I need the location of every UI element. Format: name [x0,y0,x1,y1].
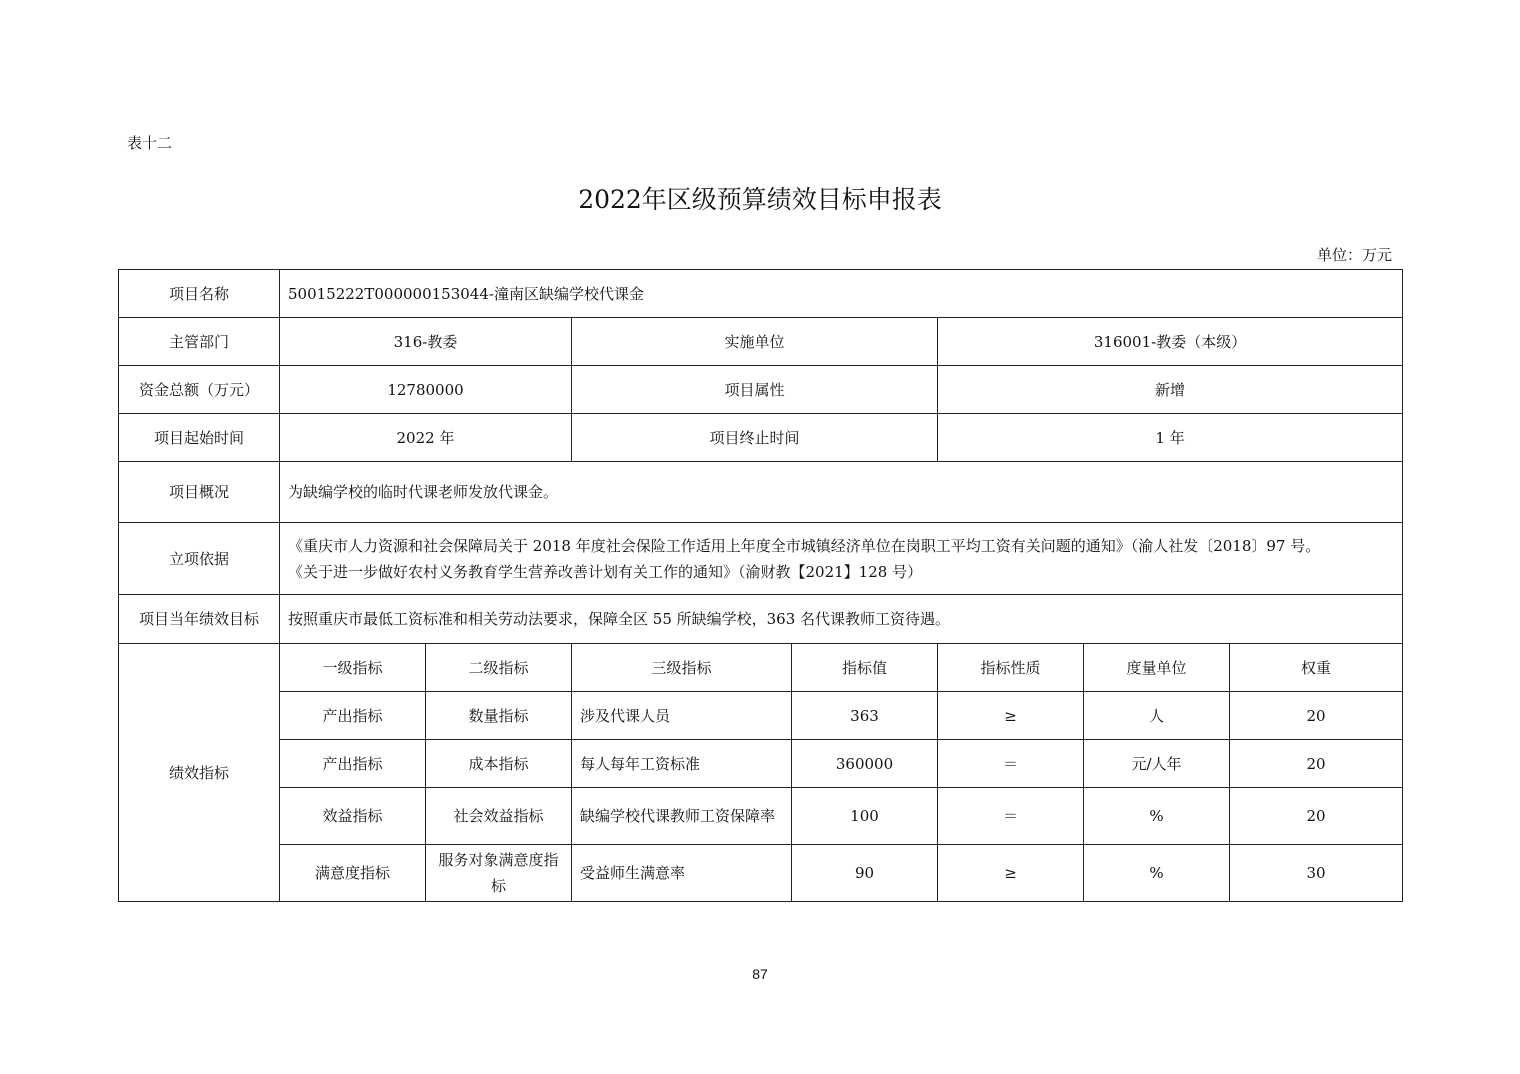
start-time-label: 项目起始时间 [119,414,280,462]
table-row [119,845,1403,902]
row-basis [119,523,1403,595]
end-time-value: 1 年 [938,414,1403,462]
level1-cell: 产出指标 [280,740,426,788]
unit-cell: % [1084,788,1230,845]
unit-cell: 人 [1084,692,1230,740]
table-row [119,692,1403,740]
unit-cell: % [1084,845,1230,902]
nature-cell: ＝ [938,740,1084,788]
header-unit: 度量单位 [1084,644,1230,692]
goal-label: 项目当年绩效目标 [119,595,280,644]
weight-cell: 20 [1230,692,1403,740]
project-name-label: 项目名称 [119,270,280,318]
goal-value: 按照重庆市最低工资标准和相关劳动法要求，保障全区 55 所缺编学校，363 名代课教师工资待遇。 [280,595,1403,644]
level1-cell: 效益指标 [280,788,426,845]
funds-label: 资金总额（万元） [119,366,280,414]
level2-cell: 数量指标 [426,692,572,740]
value-cell: 360000 [792,740,938,788]
row-goal [119,595,1403,644]
performance-target-table [118,269,1403,902]
row-overview [119,462,1403,523]
value-cell: 363 [792,692,938,740]
table-label: 表十二 [127,134,173,152]
row-funds [119,366,1403,414]
header-level1: 一级指标 [280,644,426,692]
table-row [119,740,1403,788]
basis-line-1: 《重庆市人力资源和社会保障局关于 2018 年度社会保险工作适用上年度全市城镇经济单位在岗职工平均工资有关问题的通知》（渝人社发〔2018〕97 号。 [288,536,1321,555]
header-nature: 指标性质 [938,644,1084,692]
weight-cell: 20 [1230,740,1403,788]
level1-cell: 满意度指标 [280,845,426,902]
value-cell: 100 [792,788,938,845]
project-name-value: 50015222T000000153044-潼南区缺编学校代课金 [280,270,1403,318]
level1-cell: 产出指标 [280,692,426,740]
level3-cell: 缺编学校代课教师工资保障率 [572,788,792,845]
weight-cell: 30 [1230,845,1403,902]
basis-line-2: 《关于进一步做好农村义务教育学生营养改善计划有关工作的通知》（渝财教【2021】128 号） [288,562,923,581]
basis-label: 立项依据 [119,523,280,595]
level3-cell: 每人每年工资标准 [572,740,792,788]
indicators-label: 绩效指标 [119,644,280,902]
value-cell: 90 [792,845,938,902]
overview-label: 项目概况 [119,462,280,523]
unit-cell: 元/人年 [1084,740,1230,788]
level3-cell: 涉及代课人员 [572,692,792,740]
level3-cell: 受益师生满意率 [572,845,792,902]
table-row [119,788,1403,845]
project-attr-value: 新增 [938,366,1403,414]
overview-value: 为缺编学校的临时代课老师发放代课金。 [280,462,1403,523]
indicator-header-row [119,644,1403,692]
level2-cell: 社会效益指标 [426,788,572,845]
level2-cell: 服务对象满意度指标 [426,845,572,902]
page-number: 87 [752,966,768,982]
level2-cell: 成本指标 [426,740,572,788]
weight-cell: 20 [1230,788,1403,845]
header-value: 指标值 [792,644,938,692]
dept-label: 主管部门 [119,318,280,366]
end-time-label: 项目终止时间 [572,414,938,462]
start-time-value: 2022 年 [280,414,572,462]
basis-value [280,523,1403,595]
nature-cell: ＝ [938,788,1084,845]
header-level3: 三级指标 [572,644,792,692]
header-level2: 二级指标 [426,644,572,692]
unit-label: 单位：万元 [1316,246,1392,264]
project-attr-label: 项目属性 [572,366,938,414]
dept-value: 316-教委 [280,318,572,366]
row-project-name [119,270,1403,318]
impl-unit-value: 316001-教委（本级） [938,318,1403,366]
row-dept [119,318,1403,366]
nature-cell: ≥ [938,692,1084,740]
nature-cell: ≥ [938,845,1084,902]
page-title: 2022年区级预算绩效目标申报表 [578,185,942,214]
funds-value: 12780000 [280,366,572,414]
row-time [119,414,1403,462]
impl-unit-label: 实施单位 [572,318,938,366]
header-weight: 权重 [1230,644,1403,692]
